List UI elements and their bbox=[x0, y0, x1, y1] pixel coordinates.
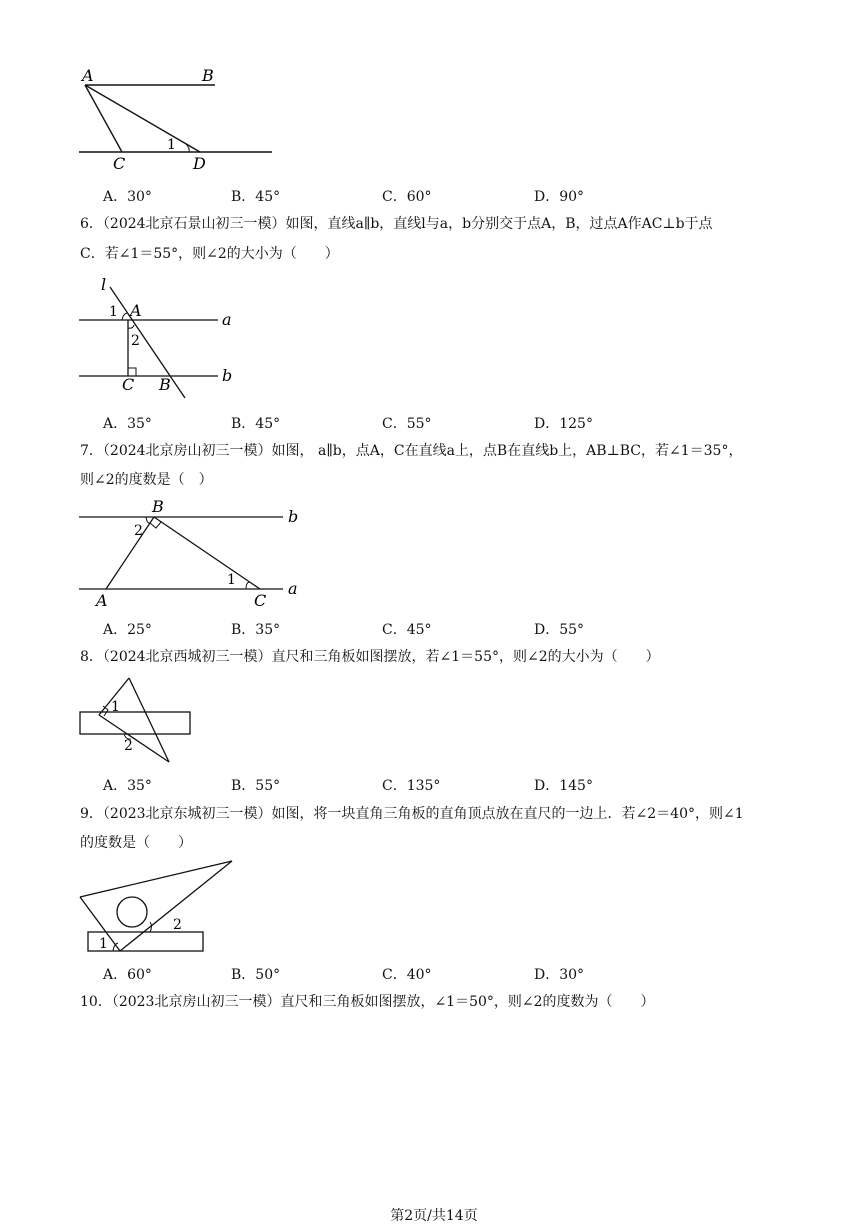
q9-options bbox=[103, 964, 803, 984]
option-d[interactable]: D．125° bbox=[534, 416, 593, 432]
label-angle-2: 2 bbox=[173, 917, 182, 933]
q6-text-line1: 6．（2024北京石景山初三一模）如图，直线a∥b，直线l与a，b分别交于点A，B，过点A作AC⊥b于点 bbox=[80, 216, 713, 232]
option-c[interactable]: C．55° bbox=[382, 416, 432, 432]
label-C: C bbox=[122, 375, 135, 394]
option-b[interactable]: B．55° bbox=[231, 778, 281, 794]
option-c[interactable]: C．45° bbox=[382, 622, 432, 638]
option-d[interactable]: D．90° bbox=[534, 189, 585, 205]
label-angle-2: 2 bbox=[134, 523, 143, 539]
option-a[interactable]: A．30° bbox=[103, 189, 152, 205]
label-b: b bbox=[288, 507, 299, 526]
q8-text-line1: 8．（2024北京西城初三一模）直尺和三角板如图摆放，若∠1＝55°，则∠2的大小为（ ） bbox=[80, 649, 660, 665]
label-angle-1: 1 bbox=[227, 572, 236, 588]
label-b: b bbox=[222, 366, 233, 385]
option-d[interactable]: D．145° bbox=[534, 778, 593, 794]
label-a: a bbox=[288, 579, 298, 598]
q6-text-line2: C．若∠1＝55°，则∠2的大小为（ ） bbox=[80, 246, 339, 262]
option-a[interactable]: A．60° bbox=[103, 967, 152, 983]
option-d[interactable]: D．30° bbox=[534, 967, 585, 983]
page-footer: 第2页/共14页 bbox=[390, 1208, 478, 1224]
q7-text-line1: 7．（2024北京房山初三一模）如图， a∥b，点A，C在直线a上，点B在直线b上，AB⊥BC，若∠1＝35°， bbox=[80, 443, 743, 459]
q9-text-line1: 9．（2023北京东城初三一模）如图，将一块直角三角板的直角顶点放在直尺的一边上．若∠2＝40°，则∠1 bbox=[80, 806, 744, 822]
option-c[interactable]: C．60° bbox=[382, 189, 432, 205]
label-B: B bbox=[202, 66, 214, 85]
option-d[interactable]: D．55° bbox=[534, 622, 585, 638]
label-C: C bbox=[254, 591, 267, 610]
label-angle-2: 2 bbox=[124, 738, 133, 754]
label-A: A bbox=[130, 301, 142, 320]
label-angle-1: 1 bbox=[109, 304, 118, 320]
option-c[interactable]: C．135° bbox=[382, 778, 441, 794]
option-a[interactable]: A．35° bbox=[103, 416, 152, 432]
option-b[interactable]: B．45° bbox=[231, 416, 281, 432]
label-angle-1: 1 bbox=[167, 137, 176, 153]
label-A: A bbox=[96, 591, 108, 610]
q9-text-line2: 的度数是（ ） bbox=[80, 835, 192, 851]
option-b[interactable]: B．50° bbox=[231, 967, 281, 983]
label-angle-1: 1 bbox=[99, 936, 108, 952]
label-D: D bbox=[193, 154, 206, 173]
label-B: B bbox=[159, 375, 171, 394]
option-a[interactable]: A．25° bbox=[103, 622, 152, 638]
option-b[interactable]: B．45° bbox=[231, 189, 281, 205]
option-a[interactable]: A．35° bbox=[103, 778, 152, 794]
label-angle-2: 2 bbox=[131, 333, 140, 349]
label-angle-1: 1 bbox=[111, 699, 120, 715]
label-l: l bbox=[101, 275, 107, 294]
option-b[interactable]: B．35° bbox=[231, 622, 281, 638]
label-C: C bbox=[113, 154, 126, 173]
q10-text-line1: 10．（2023北京房山初三一模）直尺和三角板如图摆放，∠1＝50°，则∠2的度数为（ ） bbox=[80, 994, 655, 1010]
label-a: a bbox=[222, 310, 232, 329]
label-B: B bbox=[152, 497, 164, 516]
q7-text-line2: 则∠2的度数是（ ） bbox=[80, 472, 213, 488]
label-A: A bbox=[82, 66, 94, 85]
option-c[interactable]: C．40° bbox=[382, 967, 432, 983]
